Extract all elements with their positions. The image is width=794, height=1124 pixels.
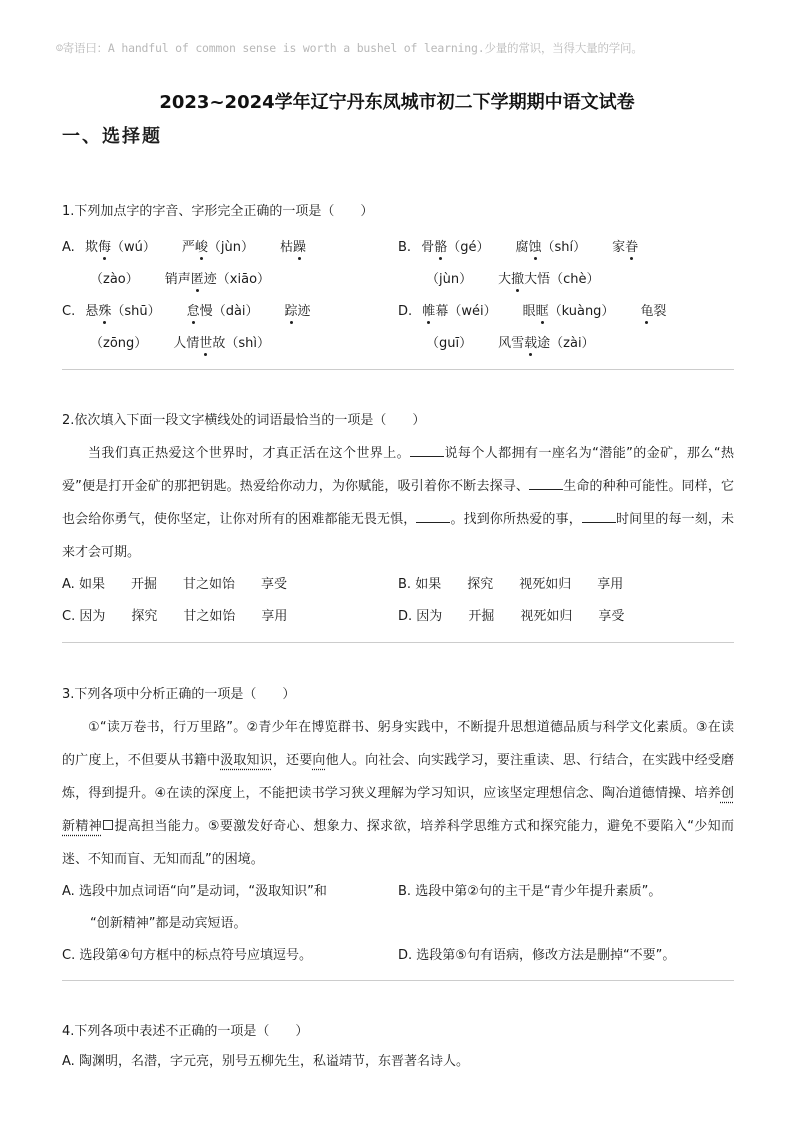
option-label: A. [62, 884, 75, 899]
question-1 [62, 202, 734, 360]
word-1: 帷幕（wéi） [422, 304, 497, 319]
option-word: 甘之如饴 [183, 609, 236, 624]
option-word: 开掘 [130, 577, 157, 592]
divider [62, 369, 734, 370]
word-2: 腐蚀（shí） [515, 240, 587, 255]
option-word: 探究 [131, 609, 158, 624]
option-b[interactable] [398, 569, 728, 601]
page-title: 2023~2024学年辽宁丹东凤城市初二下学期期中语文试卷 [159, 92, 635, 113]
word-3-pinyin: （zào） [90, 272, 139, 287]
option-word: 如果 [415, 577, 442, 592]
word-3-pinyin: （guī） [426, 336, 473, 351]
option-c[interactable]: C. 选段第④句方框中的标点符号应填逗号。 [62, 948, 313, 963]
option-d[interactable] [398, 296, 728, 360]
option-word: 视死如归 [520, 609, 573, 624]
word-3: 枯躁 [279, 240, 306, 255]
option-word: 因为 [79, 609, 106, 624]
question-3 [62, 685, 734, 972]
word-3-pinyin: （zōng） [90, 336, 148, 351]
option-b[interactable] [398, 232, 728, 296]
option-label: A. [62, 1054, 75, 1069]
option-word: 享用 [597, 577, 624, 592]
option-label: C. [62, 609, 76, 624]
option-a[interactable] [62, 569, 392, 601]
option-word: 因为 [416, 609, 443, 624]
option-label: C. [62, 948, 76, 963]
option-word: 享受 [598, 609, 625, 624]
section-heading: 一、选择题 [62, 126, 162, 147]
word-2: 眼眶（kuàng） [522, 304, 615, 319]
option-label: D. [398, 948, 413, 963]
option-label: B. [398, 577, 412, 592]
fill-blank [416, 508, 450, 523]
word-4: 风雪载途（zài） [498, 336, 595, 351]
option-a[interactable] [62, 232, 392, 296]
dotted-word: 向 [312, 753, 326, 768]
fill-blank [582, 508, 616, 523]
blank-box [103, 820, 113, 830]
fill-blank [529, 475, 563, 490]
option-word: 甘之如饴 [182, 577, 235, 592]
option-word: 如果 [78, 577, 105, 592]
option-c[interactable] [62, 601, 392, 633]
dotted-phrase: 汲取知识 [220, 753, 273, 768]
option-d[interactable]: D. 选段第⑤句有语病，修改方法是删掉“不要”。 [398, 948, 676, 963]
word-1: 骨骼（gé） [421, 240, 490, 255]
question-stem: 1.下列加点字的字音、字形完全正确的一项是（ ） [62, 204, 374, 219]
word-2: 严峻（jùn） [181, 240, 254, 255]
option-label: D. [398, 304, 413, 319]
question-2 [62, 411, 734, 633]
dotted-phrase: 创新精神 [62, 786, 734, 834]
option-word: 开掘 [468, 609, 495, 624]
option-label: B. [398, 240, 412, 255]
option-word: 探究 [467, 577, 494, 592]
option-c[interactable] [62, 296, 392, 360]
question-4 [62, 1022, 734, 1078]
word-2: 怠慢（dài） [186, 304, 259, 319]
option-label: D. [398, 609, 413, 624]
question-passage: ①“读万卷书，行万里路”。②青少年在博览群书、躬身实践中，不断提升思想道德品质与科学文化素质。③在读的广度上，不但要从书籍中汲取知识，还要向他人。向社会、向实践学习，要注重读、思、行结合，在实践中经受磨炼，得到提升。④在读的深度上，不能把读书学习狭义理解为学习知识，应该坚定理想信念、陶冶道德情操、培养创新精神 提高担当能力。⑤要激发好奇心、想象力、探求欲，培养科学思维方式和探究能力，避免不要陷入“少知而迷、不知而盲、无知而乱”的困境。 [62, 720, 734, 867]
word-4: 大撤大悟（chè） [498, 272, 600, 287]
option-d[interactable] [398, 601, 728, 633]
option-a[interactable]: A. 选段中加点词语“向”是动词，“汲取知识”和 “创新精神”都是动宾短语。 [62, 884, 327, 931]
divider [62, 642, 734, 643]
word-4: 销声匿迹（xiāo） [164, 272, 271, 287]
option-label: A. [62, 240, 75, 255]
question-stem: 4.下列各项中表述不正确的一项是（ ） [62, 1024, 309, 1039]
option-word: 视死如归 [519, 577, 572, 592]
word-1: 欺侮（wú） [84, 240, 156, 255]
question-passage: 当我们真正热爱这个世界时，才真正活在这个世界上。 说每个人都拥有一座名为“潜能”的金矿，那么“热爱”便是打开金矿的那把钥匙。热爱给你动力，为你赋能，吸引着你不断去探寻、 生命的种种可能性。同样，它也会给你勇气，使你坚定，让你对所有的困难都能无畏无惧， 。找到你所热爱的事， 时间里的每一刻，未来才会可期。 [62, 437, 734, 569]
header-motto: ☺寄语曰：A handful of common sense is worth a bushel of learning.少量的常识，当得大量的学问。 [56, 41, 643, 55]
option-a[interactable]: A. 陶渊明，名潜，字元亮，别号五柳先生，私谥靖节，东晋著名诗人。 [62, 1054, 469, 1069]
word-4: 人情世故（shì） [173, 336, 270, 351]
question-stem: 2.依次填入下面一段文字横线处的词语最恰当的一项是（ ） [62, 413, 426, 428]
option-word: 享用 [261, 609, 288, 624]
option-b[interactable]: B. 选段中第②句的主干是“青少年提升素质”。 [398, 884, 662, 899]
word-3: 龟裂 [640, 304, 667, 319]
word-3: 家眷 [612, 240, 639, 255]
option-label: B. [398, 884, 412, 899]
divider [62, 980, 734, 981]
fill-blank [410, 442, 444, 457]
word-3-pinyin: （jùn） [426, 272, 473, 287]
question-stem: 3.下列各项中分析正确的一项是（ ） [62, 687, 296, 702]
option-word: 享受 [260, 577, 287, 592]
word-3: 踪迹 [284, 304, 311, 319]
option-label: C. [62, 304, 76, 319]
option-label: A. [62, 577, 75, 592]
word-1: 悬殊（shū） [85, 304, 161, 319]
